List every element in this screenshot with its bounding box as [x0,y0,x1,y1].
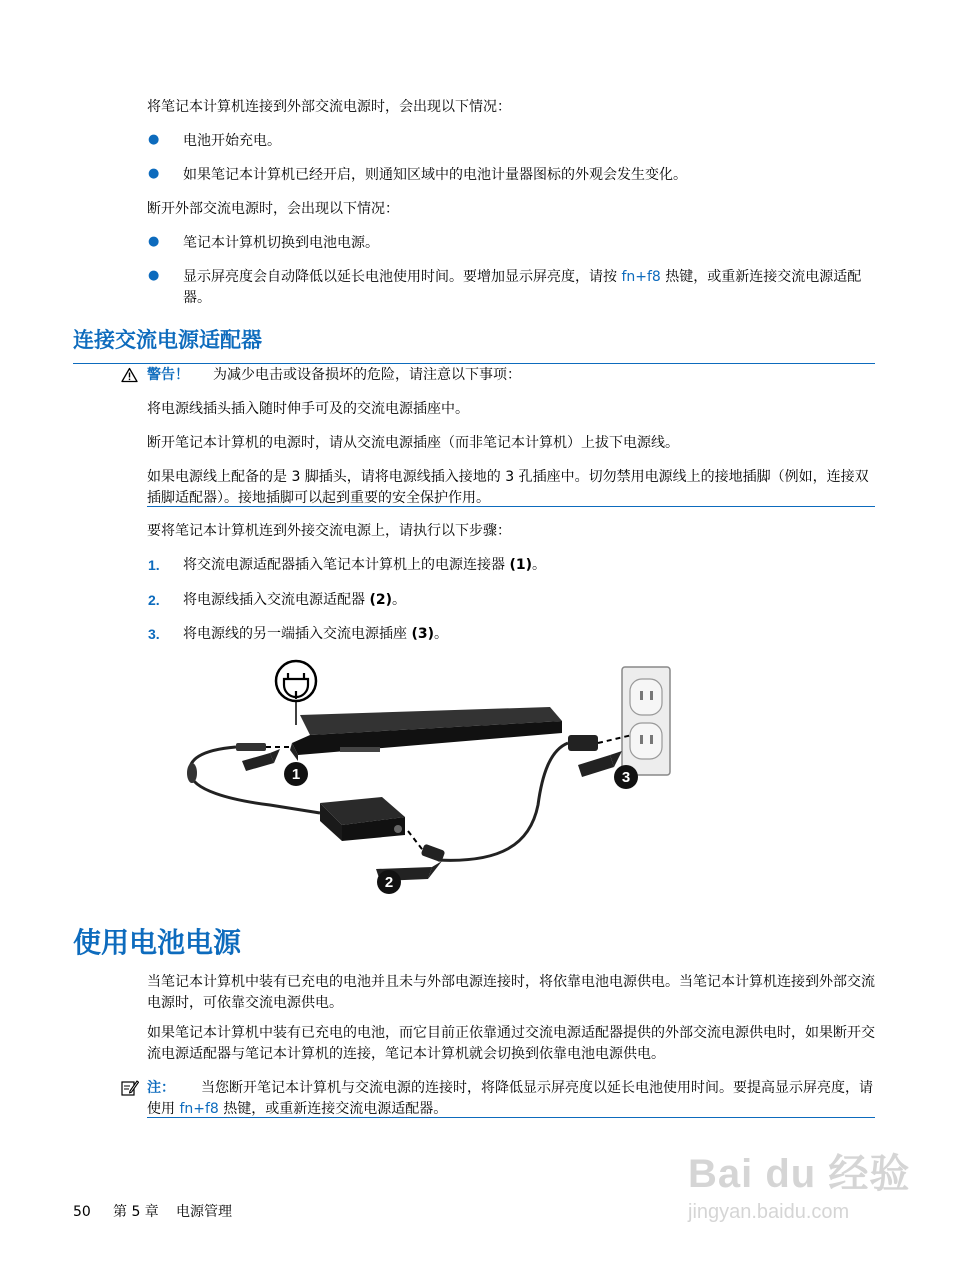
wall-outlet [622,667,670,775]
chapter-title: 电源管理 [176,1204,232,1220]
note-pencil-icon [121,1079,139,1096]
step-text: 将交流电源适配器插入笔记本计算机上的电源连接器 (1)。 [183,557,546,573]
section-rule [73,363,875,364]
bullet-dot: ● [148,234,160,249]
laptop [290,707,562,761]
warning-text: 为减少电击或设备损坏的危险，请注意以下事项： [213,367,521,383]
page-number: 50 [73,1204,91,1220]
body-paragraph: 当笔记本计算机中装有已充电的电池并且未与外部电源连接时，将依靠电池电源供电。当笔记本计算机连接到外部交流电源时，可依靠交流电源供电。 [147,974,875,1011]
hotkey-link: fn+f8 [621,269,661,285]
bullet-dot: ● [148,132,160,147]
callout-3 [614,765,638,789]
bullet-dot: ● [148,268,160,283]
svg-text:3: 3 [621,769,631,786]
section-title-ac-adapter: 连接交流电源适配器 [73,328,262,352]
steps-intro: 要将笔记本计算机连到外接交流电源上，请执行以下步骤： [147,523,511,539]
warning-triangle-icon [121,367,138,383]
svg-text:2: 2 [384,874,394,891]
watermark-brand: Bai du 经验 [688,1152,911,1196]
warning-paragraph: 断开笔记本计算机的电源时，请从交流电源插座（而非笔记本计算机）上拔下电源线。 [147,435,679,451]
warning-paragraph: 如果电源线上配备的是 3 脚插头，请将电源线插入接地的 3 孔插座中。切勿禁用电源线上的接地插脚（例如，连接双插脚适配器）。接地插脚可以起到重要的安全保护作用。 [147,469,869,506]
note-rule [147,1117,875,1118]
step-number: 3. [148,626,160,642]
intro-connect-heading: 将笔记本计算机连接到外部交流电源时，会出现以下情况： [147,99,511,115]
ac-adapter-illustration [170,655,680,900]
note-label: 注： [147,1080,175,1096]
step-number: 2. [148,592,160,608]
step-text: 将电源线的另一端插入交流电源插座 (3)。 [183,626,448,642]
callout-1 [284,762,308,786]
list-item: 如果笔记本计算机已经开启，则通知区域中的电池计量器图标的外观会发生变化。 [183,167,687,183]
warning-rule [147,506,875,507]
bullet-dot: ● [148,166,160,181]
ac-adapter-brick [320,797,405,841]
warning-paragraph: 将电源线插头插入随时伸手可及的交流电源插座中。 [147,401,469,417]
list-item: 显示屏亮度会自动降低以延长电池使用时间。要增加显示屏亮度，请按 fn+f8 热键，或重新连接交流电源适配器。 [183,269,862,306]
note-text: 注： 当您断开笔记本计算机与交流电源的连接时，将降低显示屏亮度以延长电池使用时间。要提高显示屏亮度，请使用 fn+f8 热键，或重新连接交流电源适配器。 [147,1080,873,1117]
callout-2 [377,870,401,894]
watermark-url: jingyan.baidu.com [688,1201,850,1223]
step-text: 将电源线插入交流电源适配器 (2)。 [183,592,406,608]
body-paragraph: 如果笔记本计算机中装有已充电的电池，而它目前正依靠通过交流电源适配器提供的外部交流电源供电时，如果断开交流电源适配器与笔记本计算机的连接，笔记本计算机就会切换到依靠电池电源供电。 [147,1025,875,1062]
warning-label: 警告！ [147,367,189,383]
step-number: 1. [148,557,160,573]
intro-disconnect-heading: 断开外部交流电源时，会出现以下情况： [147,201,399,217]
section-title-battery-power: 使用电池电源 [73,926,242,959]
list-item: 电池开始充电。 [183,133,281,149]
chapter-label: 第 5 章 [113,1204,159,1220]
list-item: 笔记本计算机切换到电池电源。 [183,235,379,251]
hotkey-link: fn+f8 [179,1101,219,1117]
baidu-watermark [688,1150,911,1240]
svg-text:1: 1 [291,766,301,783]
